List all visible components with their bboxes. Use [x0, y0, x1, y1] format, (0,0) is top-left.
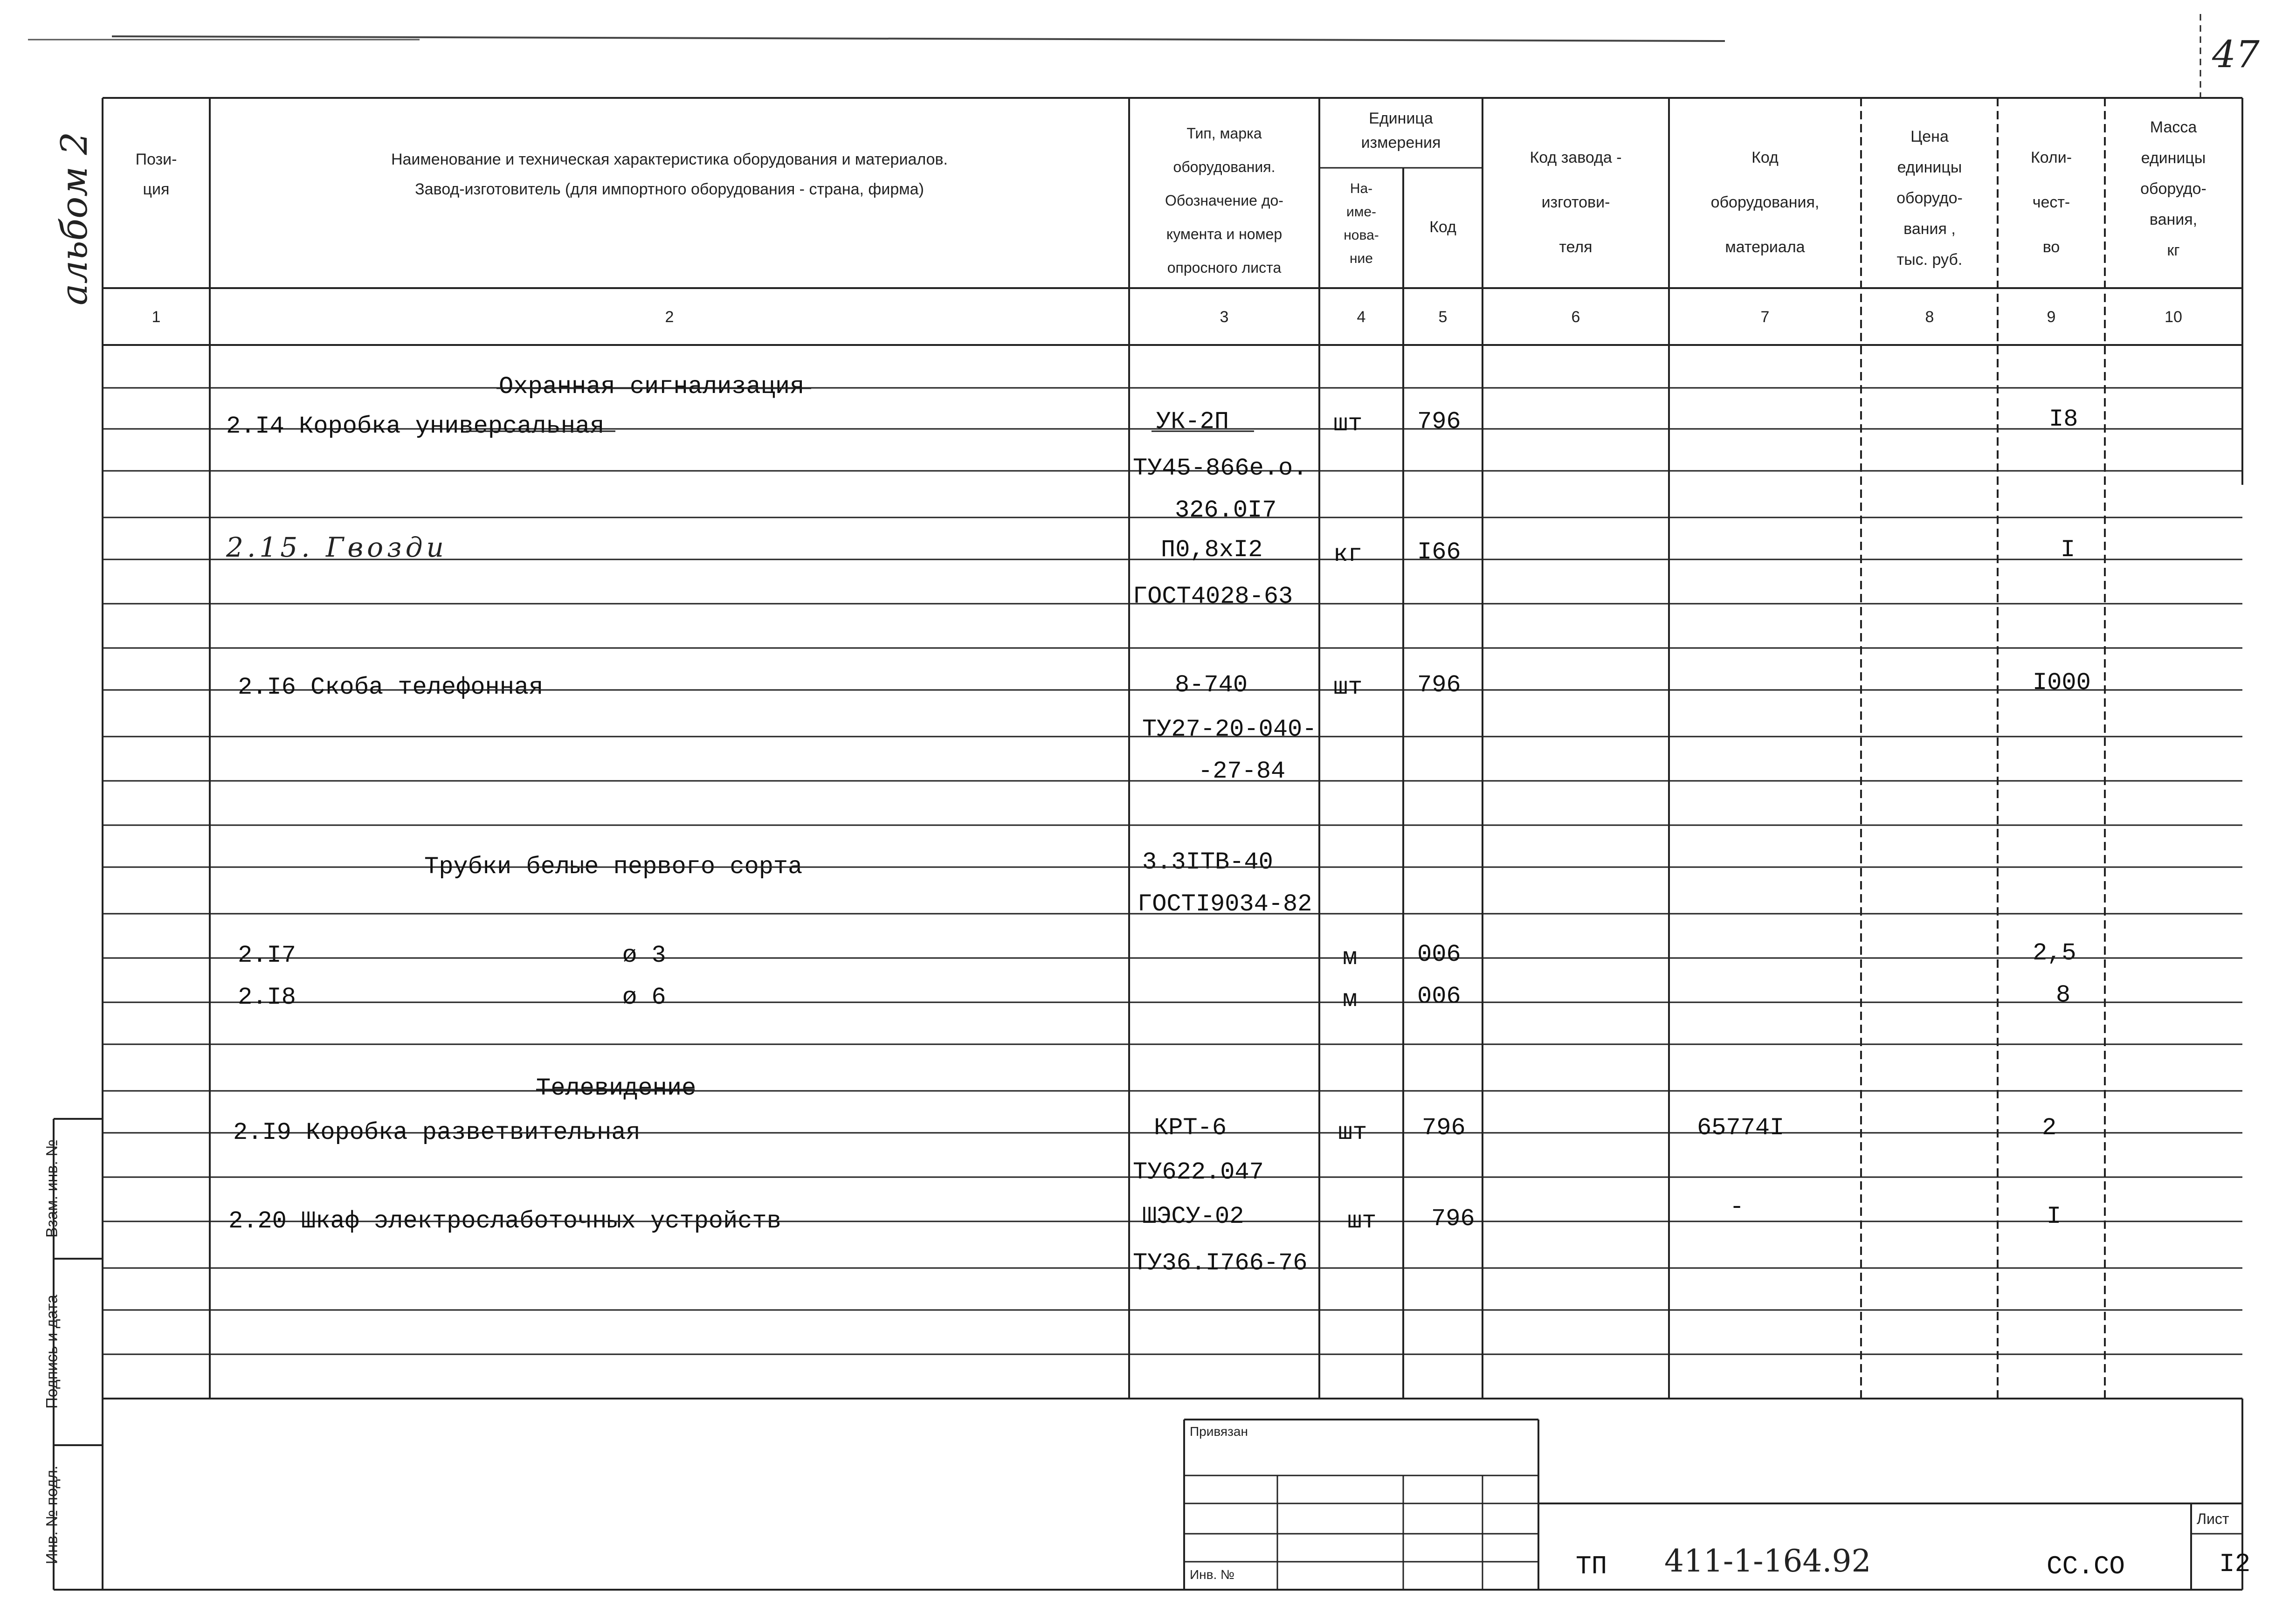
item-unit: шт	[1338, 1119, 1367, 1146]
header-col-9: Коли- чест- во	[2030, 149, 2072, 256]
header-col-unit: Единица измерения	[1361, 110, 1441, 152]
section-title-tubes: Трубки белые первого сорта	[424, 853, 803, 881]
item-unit: кг	[1333, 541, 1363, 568]
item-unit: шт	[1333, 674, 1363, 701]
item-unit-code: 006	[1417, 983, 1461, 1010]
item-type: 8-740	[1175, 671, 1248, 699]
item-doc: ГОСТI9034-82	[1138, 890, 1312, 918]
item-doc: ТУ622.047	[1133, 1158, 1264, 1186]
item-unit: м	[1343, 944, 1358, 972]
col-number: 2	[665, 308, 674, 326]
item-position: 2.I8	[238, 984, 296, 1011]
item-doc: ТУ27-20-040-	[1142, 716, 1317, 743]
col-number: 4	[1357, 308, 1366, 326]
col-number: 8	[1925, 308, 1934, 326]
section-title-tv: Телевидение	[536, 1075, 696, 1102]
item-quantity: 8	[2056, 981, 2071, 1009]
col-number: 3	[1220, 308, 1229, 326]
item-unit-code: 796	[1431, 1205, 1475, 1233]
item-type: П0,8хI2	[1161, 536, 1263, 564]
item-name: 2.I6 Скоба телефонная	[238, 674, 544, 701]
item-unit-code: I66	[1417, 538, 1461, 566]
stamp-list-label: Лист	[2197, 1510, 2229, 1527]
col-number: 10	[2165, 308, 2182, 326]
item-doc: 326.0I7	[1175, 496, 1277, 524]
stamp-tp: ТП	[1576, 1551, 1607, 1581]
item-size: ø 6	[622, 984, 666, 1011]
item-type: ШЭСУ-02	[1142, 1203, 1244, 1230]
col-number: 6	[1571, 308, 1580, 326]
item-quantity: I	[2047, 1203, 2062, 1230]
header-col-5: Код	[1429, 218, 1456, 236]
item-unit-code: 796	[1417, 408, 1461, 435]
stamp-privyazan: Привязан	[1190, 1424, 1248, 1439]
item-name: 2.20 Шкаф электрослаботочных устройств	[228, 1207, 781, 1235]
item-unit: шт	[1333, 410, 1363, 438]
header-col-2: Наименование и техническая характеристика оборудования и материалов. Завод-изготовитель (для импортного оборудования - страна, фирма)	[391, 151, 948, 198]
col-number: 7	[1760, 308, 1770, 326]
item-doc: ТУ36.I766-76	[1133, 1249, 1308, 1277]
item-material-code: 65774I	[1697, 1114, 1785, 1142]
item-material-code: -	[1730, 1193, 1744, 1221]
item-name: 2.I4 Коробка универсальная	[226, 413, 605, 440]
header-col-7: Код оборудования, материала	[1710, 149, 1820, 256]
item-type: КРТ-6	[1154, 1114, 1227, 1142]
stamp-inv-no: Инв. №	[1190, 1567, 1235, 1582]
item-name: 2.15. Гвозди	[226, 531, 448, 563]
item-quantity: 2	[2042, 1114, 2057, 1142]
side-label-inv-podl: Инв. № подл.	[43, 1465, 61, 1565]
item-quantity: I8	[2049, 406, 2078, 433]
item-unit: м	[1343, 986, 1358, 1013]
header-col-10: Масса единицы оборудо- вания, кг	[2140, 118, 2206, 259]
item-quantity: 2,5	[2033, 939, 2076, 967]
header-col-1: Пози- ция	[135, 151, 177, 198]
item-doc: ГОСТ4028-63	[1133, 583, 1293, 610]
item-unit-code: 796	[1422, 1114, 1466, 1142]
item-unit: шт	[1347, 1207, 1377, 1235]
item-position: 2.I7	[238, 942, 296, 969]
handwritten-album-label: альбом 2	[54, 131, 96, 305]
header-col-6: Код завода - изготови- теля	[1530, 149, 1622, 256]
header-col-4: На- име- нова- ние	[1344, 181, 1379, 266]
item-doc: ТУ45-866е.о.	[1133, 455, 1308, 482]
item-type: 3.3IТВ-40	[1142, 848, 1273, 876]
item-doc: -27-84	[1198, 758, 1286, 785]
header-col-3: Тип, марка оборудования. Обозначение до- кумента и номер опросного листа	[1165, 125, 1283, 276]
sheet-corner-number: 47	[2212, 33, 2260, 76]
item-size: ø 3	[622, 942, 666, 969]
side-label-signature: Подпись и дата	[43, 1295, 61, 1409]
stamp-doc-code: СС.СО	[2047, 1551, 2125, 1581]
side-label-replace: Взам. инв. №	[43, 1139, 61, 1238]
item-quantity: I000	[2033, 669, 2091, 696]
item-type: УК-2П	[1156, 408, 1229, 435]
item-unit-code: 006	[1417, 941, 1461, 968]
item-name: 2.I9 Коробка разветвительная	[233, 1119, 641, 1146]
section-title-security: Охранная сигнализация	[499, 373, 805, 400]
stamp-list-number: I2	[2219, 1549, 2251, 1579]
item-unit-code: 796	[1417, 671, 1461, 699]
header-col-8: Цена единицы оборудо- вания , тыс. руб.	[1896, 128, 1963, 269]
col-number: 5	[1438, 308, 1448, 326]
col-number: 1	[152, 308, 161, 326]
item-quantity: I	[2061, 536, 2075, 564]
stamp-project-number: 411-1-164.92	[1664, 1543, 1871, 1579]
col-number: 9	[2047, 308, 2056, 326]
